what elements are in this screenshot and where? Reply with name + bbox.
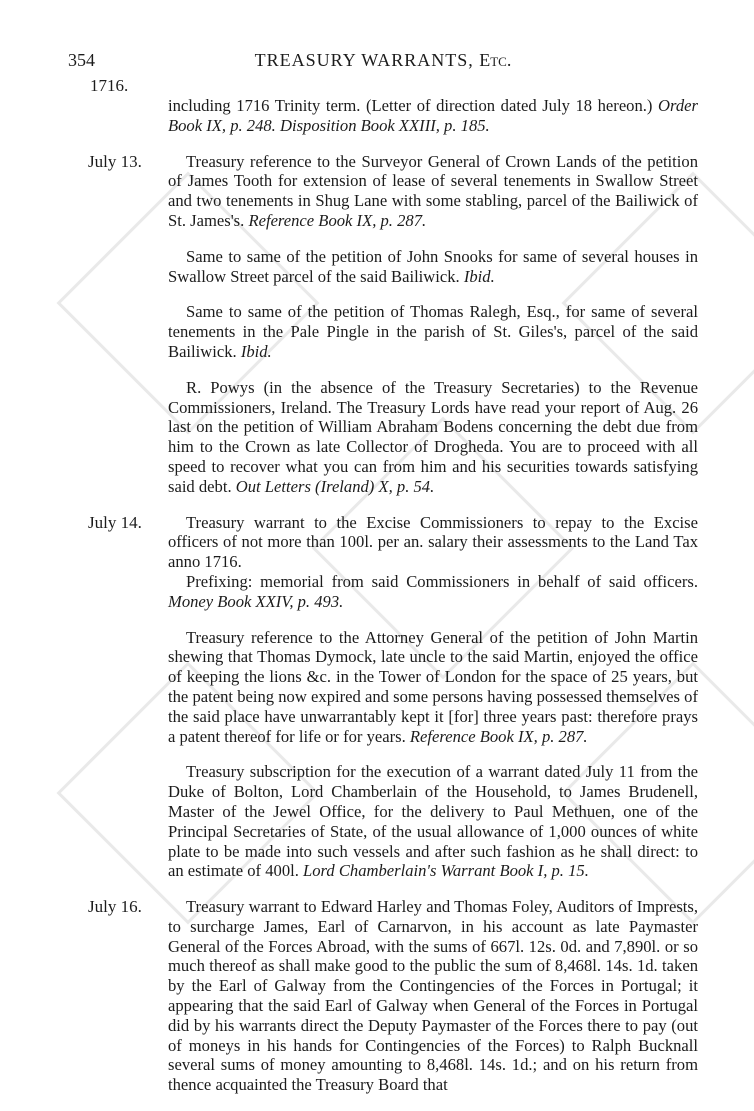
source-citation: Lord Chamberlain's Warrant Book I, p. 15. (303, 861, 589, 881)
entry-paragraph (168, 628, 698, 747)
paragraph-text: Treasury warrant to Edward Harley and Thomas Foley, Auditors of Imprests, to surcharge James, Earl of Carnarvon, in his account as late Paymaster General of the Forces Abroad, with the sums of 667l. 12s. 0d. and 7,890l. or so much thereof as shall make good to the public the sum of 8,468l. 14s. 1d. taken by the Earl of Galway from the Contingencies of the Forces in Portugal; it appearing that the said Earl of Galway when General of the Forces in Portugal did by his warrants direct the Deputy Paymaster of the Forces there to pay (out of moneys in his hands for Contingencies of the Forces) to Ralph Bucknall several sums of money amounting to 8,468l. 14s. 1d.; and on his return from thence acquainted the Treasury Board that (168, 897, 698, 1095)
entry-date: July 13. (88, 151, 142, 171)
entry-paragraph (168, 513, 698, 572)
source-citation: Ibid. (240, 341, 272, 361)
entry-paragraph (168, 247, 698, 287)
paragraph-text: Same to same of the petition of John Snooks for same of several houses in Swallow Street parcel of the said Bailiwick. (168, 246, 698, 286)
source-citation: Money Book XXIV, p. 493. (168, 591, 344, 611)
entry (88, 96, 698, 136)
page-number: 354 (68, 50, 95, 70)
entry-date: July 14. (88, 512, 142, 532)
paragraph-text: Treasury reference to the Surveyor General of Crown Lands of the petition of James Tooth for extension of lease of several tenements in Swallow Street and two tenements in Shug Lane with some stabling, parcel of the Bailiwick of St. James's. (168, 151, 698, 230)
entry-paragraph (168, 897, 698, 1095)
entries (88, 96, 698, 1111)
entry (88, 513, 698, 882)
paragraph-text: Treasury warrant to the Excise Commissioners to repay to the Excise officers of not more than 100l. per an. salary their assessments to the Land Tax anno 1716. (168, 512, 698, 572)
margin-year: 1716. (90, 76, 129, 95)
page-header (68, 50, 698, 74)
running-head (68, 50, 698, 71)
entry-paragraph (168, 152, 698, 231)
entry-paragraph (168, 302, 698, 361)
running-head-title: TREASURY WARRANTS, (254, 50, 480, 70)
paragraph-text: Prefixing: memorial from said Commissioners in behalf of said officers. (186, 571, 698, 591)
entry-paragraph (168, 572, 698, 612)
entry-paragraph (168, 762, 698, 881)
entry (88, 897, 698, 1095)
paragraph-text: Same to same of the petition of Thomas Ralegh, Esq., for same of several tenements in the Pale Pingle in the parish of St. Giles's, parcel of the said Bailiwick. (168, 302, 698, 361)
source-citation: Ibid. (463, 266, 495, 286)
entry-paragraph (168, 96, 698, 136)
source-citation: Out Letters (Ireland) X, p. 54. (235, 476, 435, 496)
paragraph-text: R. Powys (in the absence of the Treasury Secretaries) to the Revenue Commissioners, Ireland. The Treasury Lords have read your report of Aug. 26 last on the petition of William Abraham Bodens concerning the debt due from him to the Crown as late Collector of Drogheda. You are to proceed with all speed to recover what you can from him and his securities towards satisfying said debt. (168, 377, 698, 496)
paragraph-text: Treasury subscription for the execution of a warrant dated July 11 from the Duke of Bolton, Lord Chamberlain of the Household, to James Brudenell, Master of the Jewel Office, for the delivery to Paul Methuen, one of the Principal Secretaries of State, of the usual allowance of 1,000 ounces of white plate to be made into such vessels and after such fashion as he shall direct: to an estimate of 400l. (168, 762, 698, 881)
paragraph-text: including 1716 Trinity term. (Letter of direction dated July 18 hereon.) (168, 96, 653, 115)
source-citation: Order Book IX, p. 248. Disposition Book XXIII, p. 185. (168, 96, 698, 135)
entry (88, 152, 698, 497)
source-citation: Reference Book IX, p. 287. (409, 726, 588, 746)
source-citation: Reference Book IX, p. 287. (248, 210, 427, 230)
entry-paragraph (168, 378, 698, 497)
paragraph-text: Treasury reference to the Attorney General of the petition of John Martin shewing that Thomas Dymock, late uncle to the said Martin, enjoyed the office of keeping the lions &c. in the Tower of London for the space of 25 years, but the patent being now expired and some persons having possessed themselves of the said place have unwarrantably kept it [for] three years past: therefore prays a patent thereof for life or for years. (168, 627, 698, 746)
running-head-etc: Etc. (479, 50, 512, 70)
entry-date: July 16. (88, 897, 142, 917)
